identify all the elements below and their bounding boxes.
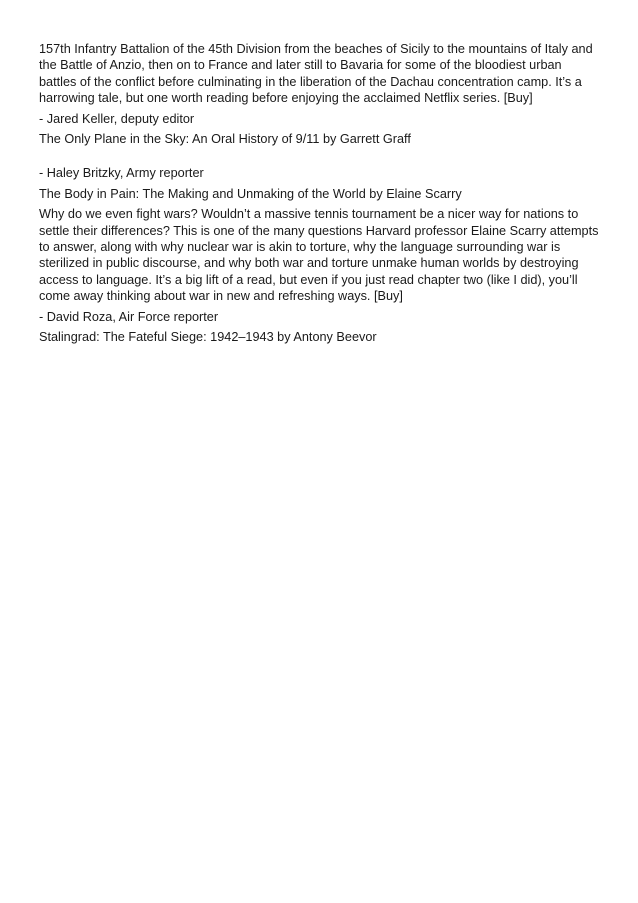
attribution-jared-keller: - Jared Keller, deputy editor [39,111,195,126]
book-title-only-plane-in-the-sky: The Only Plane in the Sky: An Oral History of 9/11 by Garrett Graff [39,132,411,147]
attribution-david-roza: - David Roza, Air Force reporter [39,309,219,324]
attribution-haley-britzky: - Haley Britzky, Army reporter [39,166,204,181]
document-page [39,41,602,350]
book-title-stalingrad: Stalingrad: The Fateful Siege: 1942–1943 by Antony Beevor [39,330,377,345]
paragraph-body-in-pain-summary: Why do we even fight wars? Wouldn’t a massive tennis tournament be a nicer way for nations to settle their differences? This is one of the many questions Harvard professor Elaine Scarry attempts to answer, along with why nuclear war is akin to torture, why the language surrounding war is sterilized in public discourse, and why both war and torture unmake human worlds by destroying access to language. It’s a big lift of a read, but even if you just read chapter two (like I did), you’ll come away thinking about war in new and refreshing ways. [Buy] [39,207,599,304]
book-title-body-in-pain: The Body in Pain: The Making and Unmaking of the World by Elaine Scarry [39,186,462,201]
paragraph-band-of-brothers-summary: 157th Infantry Battalion of the 45th Division from the beaches of Sicily to the mountains of Italy and the Battle of Anzio, then on to France and later still to Bavaria for some of the bloodiest urban battles of the conflict before culminating in the liberation of the Dachau concentration camp. It’s a harrowing tale, but one worth reading before enjoying the acclaimed Netflix series. [Buy] [39,42,593,106]
paragraph-gap [39,151,602,165]
